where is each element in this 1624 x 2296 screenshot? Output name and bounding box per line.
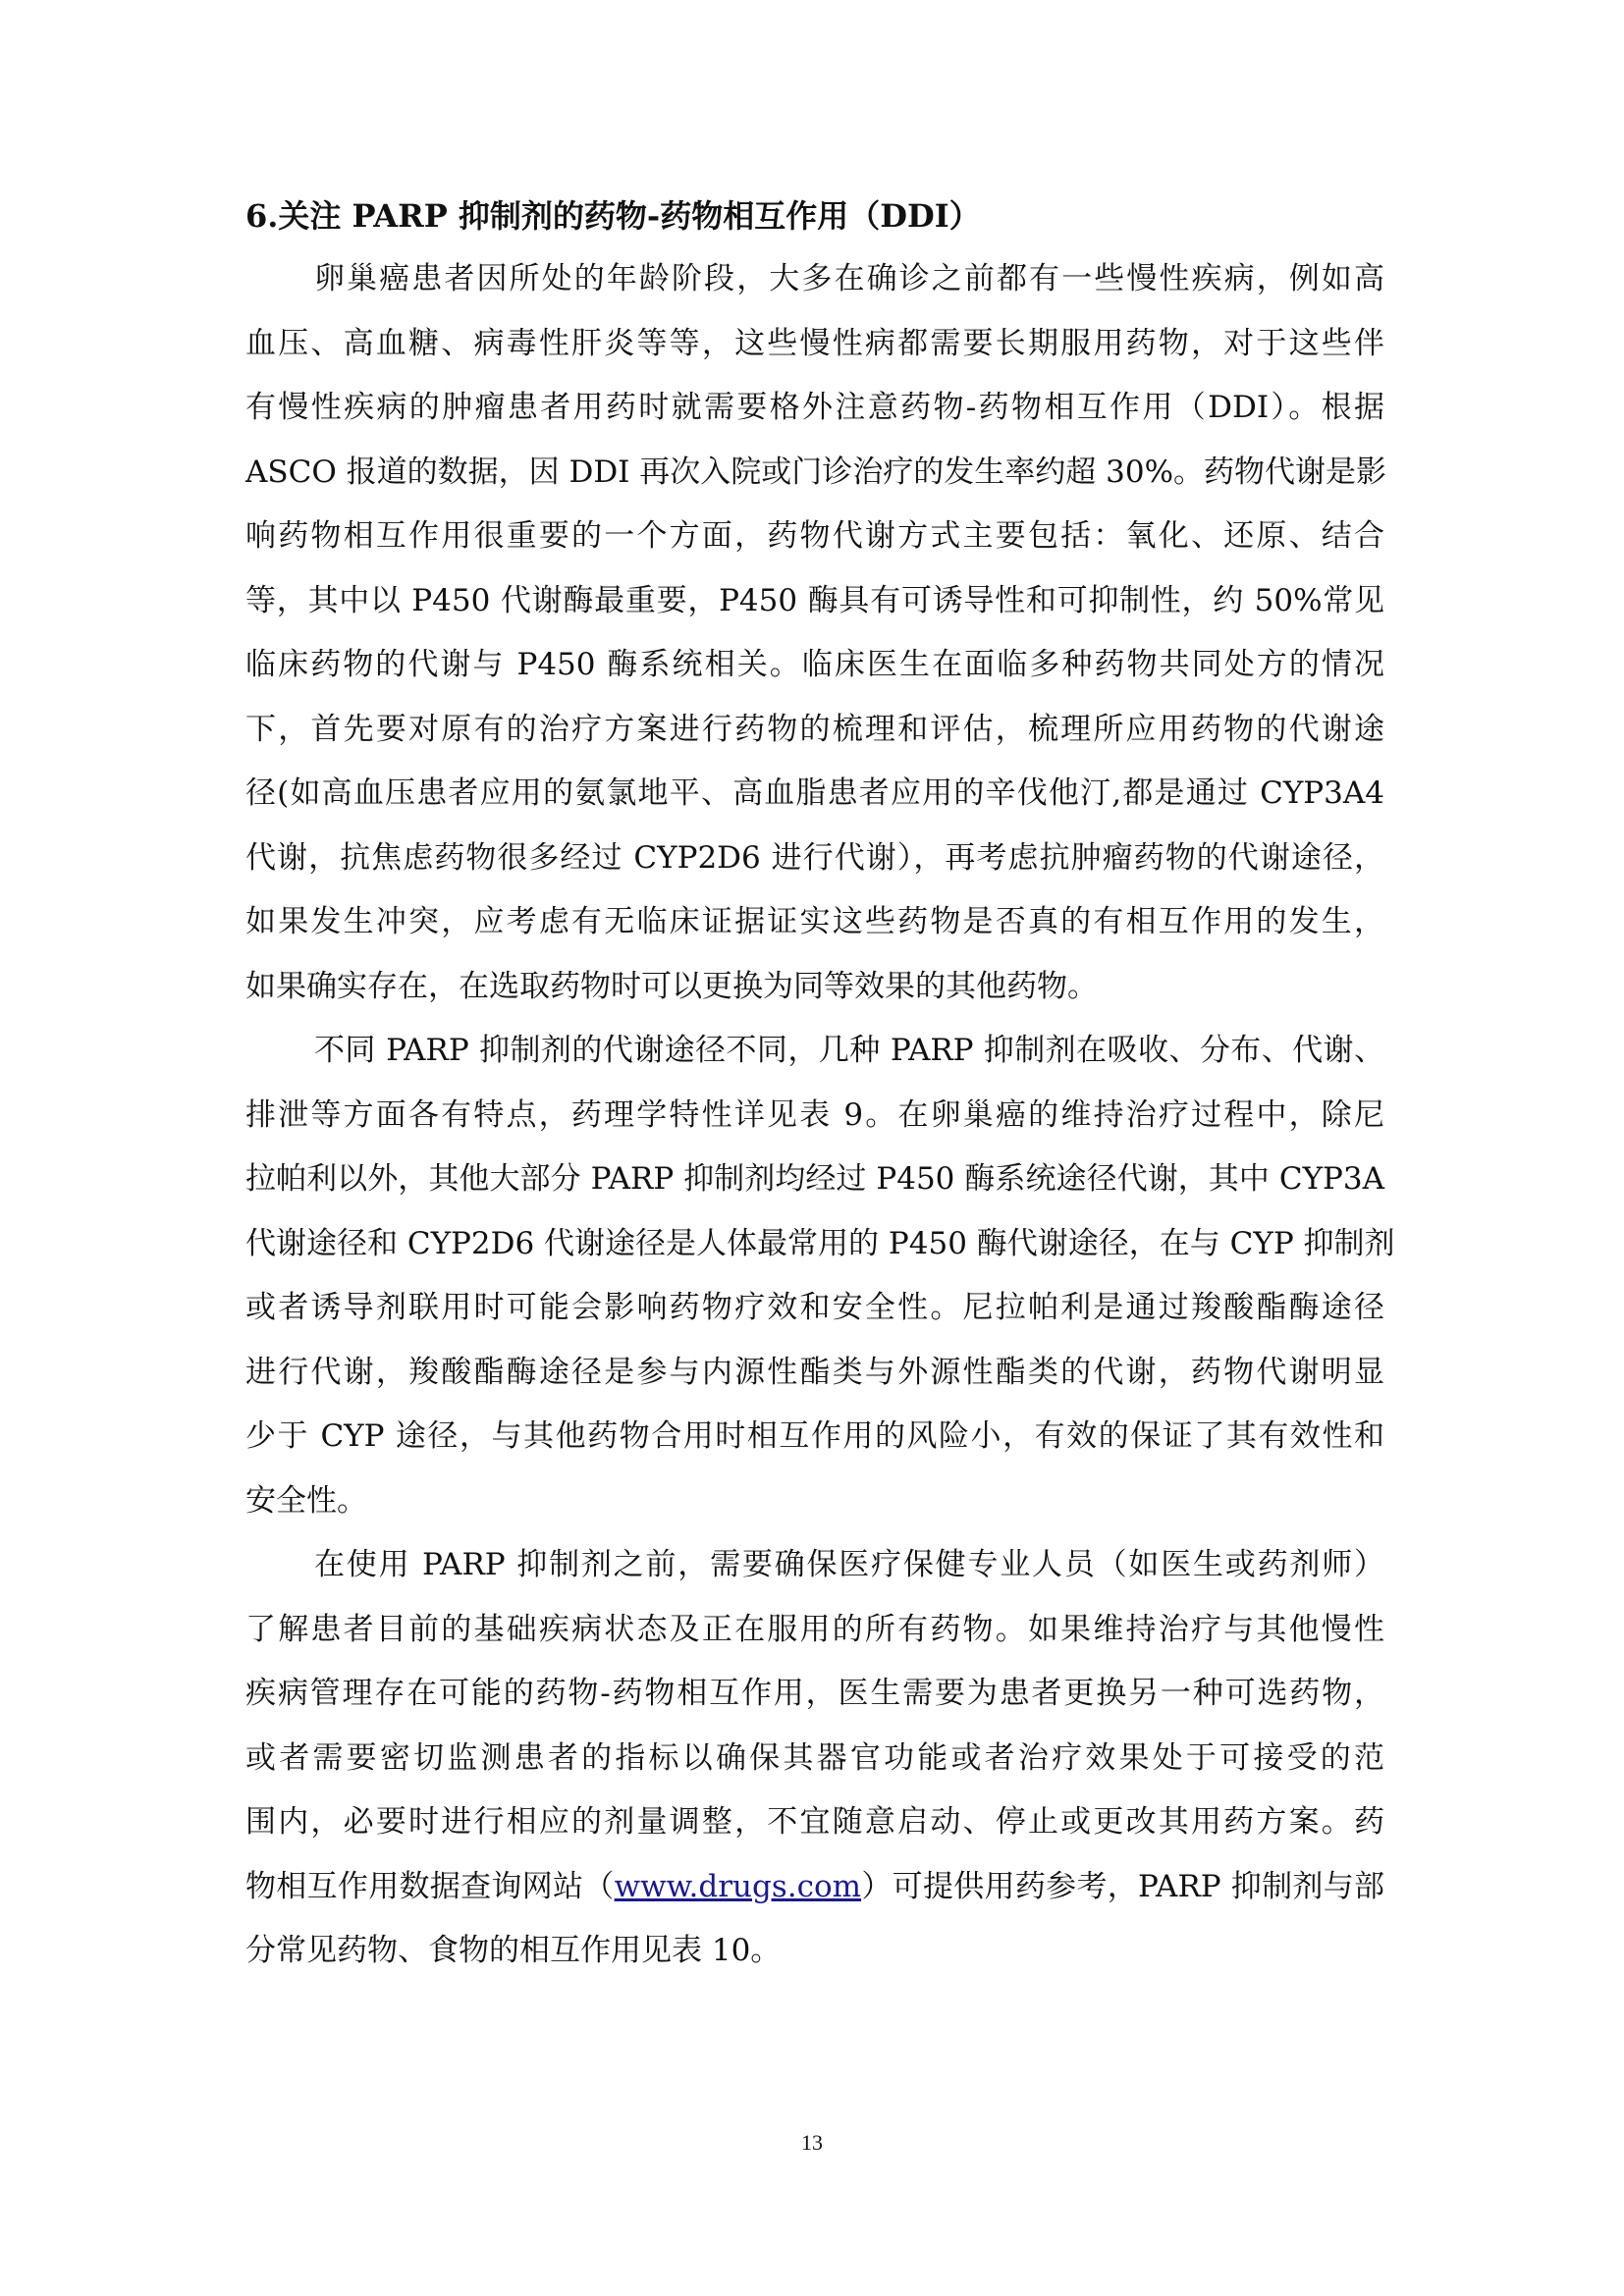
paragraph-line: 了解患者目前的基础疾病状态及正在服用的所有药物。如果维持治疗与其他慢性 <box>245 1611 1384 1647</box>
paragraph-line: 不同 PARP 抑制剂的代谢途径不同，几种 PARP 抑制剂在吸收、分布、代谢、 <box>314 1033 1384 1068</box>
paragraph-line: 分常见药物、食物的相互作用见表 10。 <box>245 1933 782 1968</box>
paragraph-line: 响药物相互作用很重要的一个方面，药物代谢方式主要包括：氧化、还原、结合 <box>245 518 1384 554</box>
paragraph-line: 如果发生冲突，应考虑有无临床证据证实这些药物是否真的有相互作用的发生， <box>245 904 1384 939</box>
link-prefix-text: 物相互作用数据查询网站（ <box>245 1868 615 1904</box>
paragraph-line: 临床药物的代谢与 P450 酶系统相关。临床医生在面临多种药物共同处方的情况 <box>245 647 1384 682</box>
paragraph-line: 如果确实存在，在选取药物时可以更换为同等效果的其他药物。 <box>245 968 1098 1004</box>
paragraph-line: 代谢，抗焦虑药物很多经过 CYP2D6 进行代谢），再考虑抗肿瘤药物的代谢途径， <box>245 839 1384 876</box>
paragraph-line-with-link <box>245 1855 1384 1920</box>
paragraph-line: 进行代谢，羧酸酯酶途径是参与内源性酯类与外源性酯类的代谢，药物代谢明显 <box>245 1354 1384 1390</box>
paragraph-3 <box>245 1533 1384 1984</box>
paragraph-line: 有慢性疾病的肿瘤患者用药时就需要格外注意药物-药物相互作用（DDI）。根据 <box>245 390 1384 425</box>
paragraph-line: 卵巢癌患者因所处的年龄阶段，大多在确诊之前都有一些慢性疾病，例如高 <box>314 261 1384 296</box>
paragraph-line: 血压、高血糖、病毒性肝炎等等，这些慢性病都需要长期服用药物，对于这些伴 <box>245 325 1384 361</box>
paragraph-line: 少于 CYP 途径，与其他药物合用时相互作用的风险小，有效的保证了其有效性和 <box>245 1418 1384 1454</box>
paragraph-line: 代谢途径和 CYP2D6 代谢途径是人体最常用的 P450 酶代谢途径，在与 CYP 抑制剂 <box>245 1225 1395 1261</box>
paragraph-line: 围内，必要时进行相应的剂量调整，不宜随意启动、停止或更改其用药方案。药 <box>245 1804 1384 1840</box>
page-number: 13 <box>801 2130 823 2155</box>
paragraph-2 <box>245 1019 1395 1533</box>
paragraph-line: 径(如高血压患者应用的氨氯地平、高血脂患者应用的辛伐他汀,都是通过 CYP3A4 <box>245 775 1384 811</box>
paragraph-line: 安全性。 <box>245 1482 367 1519</box>
paragraph-line: 排泄等方面各有特点，药理学特性详见表 9。在卵巢癌的维持治疗过程中，除尼 <box>245 1096 1384 1133</box>
paragraph-1 <box>245 247 1387 1019</box>
paragraph-line: 拉帕利以外，其他大部分 PARP 抑制剂均经过 P450 酶系统途径代谢，其中 CYP3A <box>245 1161 1384 1197</box>
section-heading: 6.关注 PARP 抑制剂的药物-药物相互作用（DDI） <box>245 197 981 235</box>
link-suffix-text: ）可提供用药参考，PARP 抑制剂与部 <box>861 1868 1385 1904</box>
paragraph-line: 在使用 PARP 抑制剂之前，需要确保医疗保健专业人员（如医生或药剂师） <box>314 1547 1384 1582</box>
paragraph-line: 或者需要密切监测患者的指标以确保其器官功能或者治疗效果处于可接受的范 <box>245 1739 1384 1776</box>
paragraph-line: 等，其中以 P450 代谢酶最重要，P450 酶具有可诱导性和可抑制性，约 50%常见 <box>245 582 1384 618</box>
paragraph-line: 疾病管理存在可能的药物-药物相互作用，医生需要为患者更换另一种可选药物， <box>245 1676 1384 1711</box>
paragraph-line: ASCO 报道的数据，因 DDI 再次入院或门诊治疗的发生率约超 30%。药物代谢是影 <box>245 454 1387 490</box>
paragraph-line: 或者诱导剂联用时可能会影响药物疗效和安全性。尼拉帕利是通过羧酸酯酶途径 <box>245 1290 1384 1325</box>
paragraph-line: 下，首先要对原有的治疗方案进行药物的梳理和评估，梳理所应用药物的代谢途 <box>245 711 1384 747</box>
drugs-website-link[interactable]: www.drugs.com <box>614 1868 862 1904</box>
